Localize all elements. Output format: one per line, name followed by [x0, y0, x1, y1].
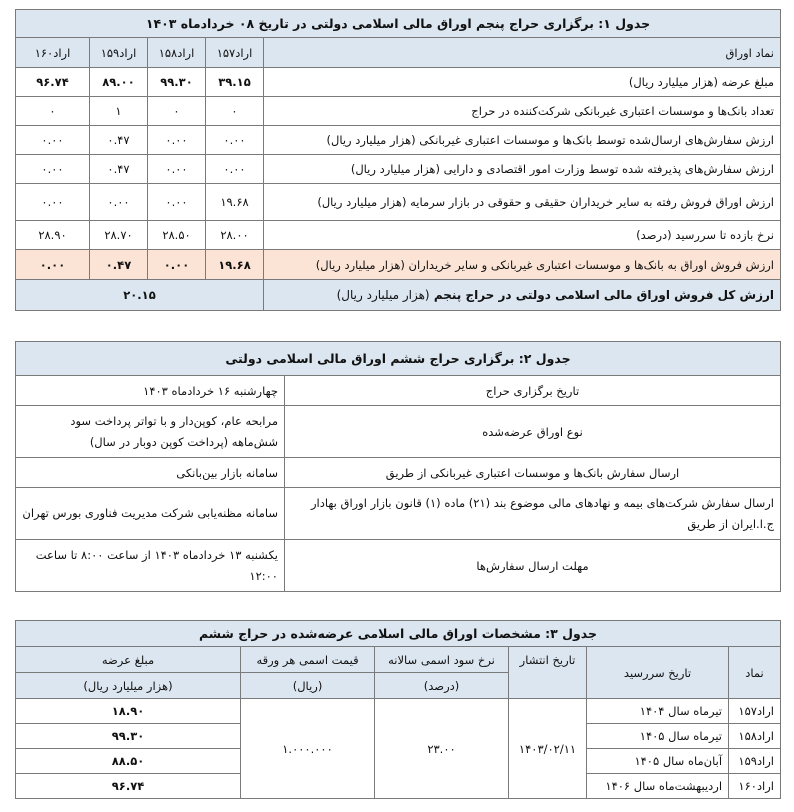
maturity-cell: تیرماه سال ۱۴۰۵ — [587, 724, 729, 749]
cell-value: ۰.۰۰ — [16, 126, 90, 155]
cell-value: ۰.۴۷ — [90, 250, 148, 280]
row-label: ارسال سفارش شرکت‌های بیمه و نهادهای مالی موضوع بند (۲۱) ماده (۱) قانون بازار اوراق بهادار ج.ا.ایران از طریق — [285, 488, 781, 540]
cell-value: ۹۹.۳۰ — [148, 68, 206, 97]
table1-header-label: نماد اوراق — [264, 38, 781, 68]
row-value: سامانه بازار بین‌بانکی — [16, 458, 285, 488]
total-label — [264, 280, 781, 311]
cell-value: ۰.۰۰ — [148, 184, 206, 221]
table-row — [16, 97, 781, 126]
table2-title: جدول ۲: برگزاری حراج ششم اوراق مالی اسلامی دولتی — [16, 342, 781, 376]
table-row — [16, 699, 781, 724]
cell-value: ۰.۴۷ — [90, 126, 148, 155]
row-value: چهارشنبه ۱۶ خردادماه ۱۴۰۳ — [16, 376, 285, 406]
total-label-main: ارزش کل فروش اوراق مالی اسلامی دولتی در حراج پنجم — [433, 288, 774, 302]
cell-value: ۰.۰۰ — [148, 126, 206, 155]
table-row — [16, 376, 781, 406]
table-row — [16, 68, 781, 97]
price-cell: ۱.۰۰۰.۰۰۰ — [241, 699, 375, 799]
cell-value: ۰.۰۰ — [16, 184, 90, 221]
cell-value: ۰.۰۰ — [206, 126, 264, 155]
table-row — [16, 126, 781, 155]
symbol-cell: اراد۱۵۷ — [729, 699, 781, 724]
cell-value: ۰.۴۷ — [90, 155, 148, 184]
amount-cell: ۹۹.۳۰ — [16, 724, 241, 749]
cell-value: ۰ — [148, 97, 206, 126]
maturity-cell: اردیبهشت‌ماه سال ۱۴۰۶ — [587, 774, 729, 799]
cell-value: ۰ — [206, 97, 264, 126]
table1-col-0: اراد۱۵۷ — [206, 38, 264, 68]
cell-value: ۰.۰۰ — [90, 184, 148, 221]
table3-title: جدول ۳: مشخصات اوراق مالی اسلامی عرضه‌شده در حراج ششم — [16, 621, 781, 647]
cell-value: ۲۸.۹۰ — [16, 221, 90, 250]
amount-cell: ۱۸.۹۰ — [16, 699, 241, 724]
cell-value: ۲۸.۵۰ — [148, 221, 206, 250]
row-value: مرابحه عام، کوپن‌دار و با تواتر پرداخت سود شش‌ماهه (پرداخت کوپن دوبار در سال) — [16, 406, 285, 458]
row-label: نوع اوراق عرضه‌شده — [285, 406, 781, 458]
amount-cell: ۸۸.۵۰ — [16, 749, 241, 774]
auction-6-table — [15, 341, 781, 592]
cell-value: ۰.۰۰ — [16, 155, 90, 184]
auction-5-table — [15, 9, 781, 311]
table-row — [16, 488, 781, 540]
cell-value: ۰ — [16, 97, 90, 126]
table1-col-2: اراد۱۵۹ — [90, 38, 148, 68]
row-label: ارزش اوراق فروش رفته به سایر خریداران حقیقی و حقوقی در بازار سرمایه (هزار میلیارد ریال) — [264, 184, 781, 221]
row-label: مهلت ارسال سفارش‌ها — [285, 540, 781, 592]
table1-col-1: اراد۱۵۸ — [148, 38, 206, 68]
header-price-unit: (ریال) — [241, 673, 375, 699]
header-amount-unit: (هزار میلیارد ریال) — [16, 673, 241, 699]
row-value: یکشنبه ۱۳ خردادماه ۱۴۰۳ از ساعت ۸:۰۰ تا ساعت ۱۲:۰۰ — [16, 540, 285, 592]
maturity-cell: تیرماه سال ۱۴۰۴ — [587, 699, 729, 724]
header-rate: نرخ سود اسمی سالانه — [375, 647, 509, 673]
cell-value: ۱ — [90, 97, 148, 126]
row-label: ارزش فروش اوراق به بانک‌ها و موسسات اعتباری غیربانکی و سایر خریداران (هزار میلیارد ریال) — [264, 250, 781, 280]
cell-value: ۱۹.۶۸ — [206, 250, 264, 280]
cell-value: ۰.۰۰ — [16, 250, 90, 280]
issue-date-cell: ۱۴۰۳/۰۲/۱۱ — [509, 699, 587, 799]
cell-value: ۰.۰۰ — [148, 155, 206, 184]
amount-cell: ۹۶.۷۴ — [16, 774, 241, 799]
row-label: ارسال سفارش بانک‌ها و موسسات اعتباری غیربانکی از طریق — [285, 458, 781, 488]
cell-value: ۸۹.۰۰ — [90, 68, 148, 97]
header-amount: مبلغ عرضه — [16, 647, 241, 673]
total-row — [16, 280, 781, 311]
header-symbol: نماد — [729, 647, 781, 699]
cell-value: ۹۶.۷۴ — [16, 68, 90, 97]
table-row — [16, 221, 781, 250]
auction-6-securities-table — [15, 620, 781, 799]
table-row — [16, 540, 781, 592]
symbol-cell: اراد۱۶۰ — [729, 774, 781, 799]
row-label: مبلغ عرضه (هزار میلیارد ریال) — [264, 68, 781, 97]
header-price: قیمت اسمی هر ورقه — [241, 647, 375, 673]
symbol-cell: اراد۱۵۹ — [729, 749, 781, 774]
cell-value: ۰.۰۰ — [206, 155, 264, 184]
table-row — [16, 184, 781, 221]
row-label: تاریخ برگزاری حراج — [285, 376, 781, 406]
row-label: ارزش سفارش‌های پذیرفته شده توسط وزارت امور اقتصادی و دارایی (هزار میلیارد ریال) — [264, 155, 781, 184]
cell-value: ۲۸.۷۰ — [90, 221, 148, 250]
maturity-cell: آبان‌ماه سال ۱۴۰۵ — [587, 749, 729, 774]
total-label-unit: (هزار میلیارد ریال) — [336, 288, 430, 302]
table-row — [16, 458, 781, 488]
cell-value: ۲۸.۰۰ — [206, 221, 264, 250]
table1-title: جدول ۱: برگزاری حراج پنجم اوراق مالی اسلامی دولتی در تاریخ ۰۸ خردادماه ۱۴۰۳ — [16, 10, 781, 38]
table1-col-3: اراد۱۶۰ — [16, 38, 90, 68]
header-rate-unit: (درصد) — [375, 673, 509, 699]
row-value: سامانه مظنه‌یابی شرکت مدیریت فناوری بورس تهران — [16, 488, 285, 540]
total-value: ۲۰.۱۵ — [16, 280, 264, 311]
row-label: نرخ بازده تا سررسید (درصد) — [264, 221, 781, 250]
table-row — [16, 155, 781, 184]
rate-cell: ۲۳.۰۰ — [375, 699, 509, 799]
cell-value: ۳۹.۱۵ — [206, 68, 264, 97]
table-row — [16, 250, 781, 280]
symbol-cell: اراد۱۵۸ — [729, 724, 781, 749]
cell-value: ۱۹.۶۸ — [206, 184, 264, 221]
header-maturity: تاریخ سررسید — [587, 647, 729, 699]
row-label: ارزش سفارش‌های ارسال‌شده توسط بانک‌ها و موسسات اعتباری غیربانکی (هزار میلیارد ریال) — [264, 126, 781, 155]
table-row — [16, 406, 781, 458]
header-issue-date: تاریخ انتشار — [509, 647, 587, 699]
row-label: تعداد بانک‌ها و موسسات اعتباری غیربانکی شرکت‌کننده در حراج — [264, 97, 781, 126]
cell-value: ۰.۰۰ — [148, 250, 206, 280]
